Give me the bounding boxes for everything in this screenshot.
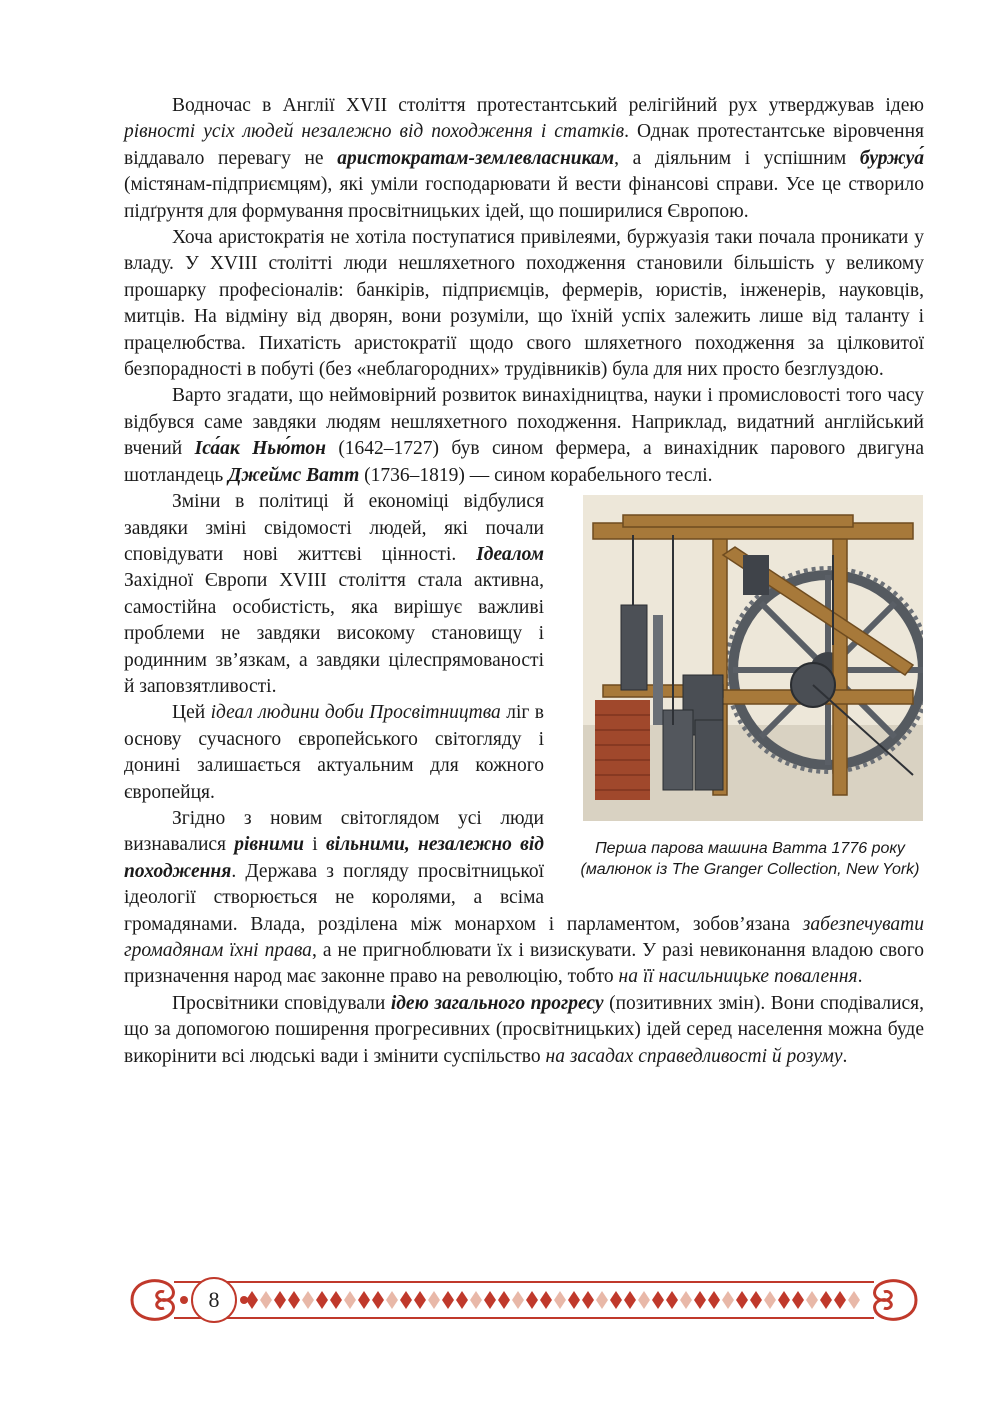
ornament-motif-icon [568,1291,580,1309]
ornament-motif-icon [330,1291,342,1309]
ornament-motif-icon [260,1291,272,1309]
ornament-motif-icon [540,1291,552,1309]
ornament-motif-icon [694,1291,706,1309]
paragraph-2: Хоча аристократія не хотіла поступатися привілеями, буржуазія таки почала проникати у владу. У XVIII столітті люди нешляхетного походження становили більшість у великому прошарку професіоналів: банкірів, підприємців, фермерів, юристів, інженерів, науковців, митців. На відміну від дворян, вони розуміли, що їхній успіх залежить лише від таланту і працелюбства. Пихатість аристократії щодо свого шляхетного походження за цілковитої безпорадності в побуті (без «неблагородних» трудівників) була для них просто безглуздою. [124,227,924,381]
paragraph-4: Зміни в політиці й економіці відбулися завдяки зміні свідомості людей, які почали сповідувати нові життєві цінності. Ідеалом Західної Європи XVIII століття стала активна, самостійна особистість, яка вирішує важливі проблеми не завдяки високому становищу і родинним зв’язкам, а завдяки цілеспрямованості й заповзятливості. [124,491,544,697]
paragraph-5: Цей ідеал людини доби Просвітництва ліг в основу сучасного європейського світогляду і донині залишається актуальним для кожного європейця. [124,702,544,803]
ornament-dot-icon [240,1296,248,1304]
paragraph-3: Варто згадати, що неймовірний розвиток винахідництва, науки і промисловості того часу відбувся саме завдяки людям нешляхетного походження. Наприклад, видатний англійський вчений Іса́ак Нью́тон (1642–1727) був сином фермера, а винахідник парового двигуна шотландець Джеймс Ватт (1736–1819) — сином корабельного теслі. [124,385,925,486]
ornament-motif-icon [344,1291,356,1309]
ornament-motif-icon [722,1291,734,1309]
ornament-motif-icon [680,1291,692,1309]
ornament-motif-icon [358,1291,370,1309]
ornament-motif-icon [778,1291,790,1309]
ornament-motif-icon [806,1291,818,1309]
page-text [124,93,924,1070]
ornament-motif-icon [834,1291,846,1309]
ornament-motif-icon [414,1291,426,1309]
ornament-motif-icon [386,1291,398,1309]
ornament-motif-icon [652,1291,664,1309]
ornament-motif-icon [470,1291,482,1309]
paragraph-7: Просвітники сповідували ідею загального прогресу (позитивних змін). Вони сподівалися, що за допомогою поширення прогресивних (просвітницьких) ідей серед населення можна буде викорінити всі людські вади і змінити суспільство на засадах справедливості й розуму. [124,992,924,1067]
ornament-motif-icon [596,1291,608,1309]
ornament-motif-icon [512,1291,524,1309]
footer-ornament [124,1268,924,1332]
ornament-motif-icon [750,1291,762,1309]
paragraph-1: Водночас в Англії XVII століття протестантський релігійний рух утверджував ідею рівності усіх людей незалежно від походження і статків. Однак протестантське віровчення віддавало перевагу не аристократам-землевласникам, а діяльним і успішним буржуа́ (містянам-підприємцям), які уміли господарювати й вести фінансові справи. Усе це створило підґрунтя для формування просвітницьких ідей, що поширилися Європою. [124,95,924,222]
ornament-motif-icon [400,1291,412,1309]
ornament-motif-icon [428,1291,440,1309]
ornament-dot-icon [180,1296,188,1304]
ornament-motif-icon [736,1291,748,1309]
figure-caption: Перша парова машина Ватта 1776 року (малюнок із The Granger Collection, New York) [580,840,920,879]
ornament-motif-icon [288,1291,300,1309]
ornament-motif-icon [848,1291,860,1309]
ornament-motif-icon [456,1291,468,1309]
ornament-border-icon [124,1268,924,1332]
ornament-motif-icon [820,1291,832,1309]
ornament-motif-icon [638,1291,650,1309]
ornament-motif-icon [554,1291,566,1309]
figure [564,495,924,880]
ornament-motif-icon [610,1291,622,1309]
ornament-motif-icon [372,1291,384,1309]
ornament-motif-icon [764,1291,776,1309]
ornament-motif-icon [316,1291,328,1309]
ornament-motif-icon [526,1291,538,1309]
ornament-motif-icon [792,1291,804,1309]
ornament-motif-icon [498,1291,510,1309]
ornament-motif-icon [302,1291,314,1309]
steam-engine-illustration [583,495,923,821]
ornament-motif-icon [666,1291,678,1309]
ornament-motif-icon [484,1291,496,1309]
steam-engine-drawing [583,495,923,821]
paragraph-6: Згідно з новим світоглядом усі люди визнавалися рівними і вільними, незалежно від походження. Держава з погляду просвітницької ідеології створюється не королями, а всіма громадянами. Влада, розділена між монархом і парламентом, зобов’язана забезпечувати громадянам їхні права, а не пригноблювати їх і визискувати. У разі невиконання владою свого призначення народ має законне право на революцію, тобто на її насильницьке повалення. [124,807,925,988]
ornament-motif-icon [274,1291,286,1309]
page-number: 8 [208,1287,220,1312]
ornament-motif-icon [582,1291,594,1309]
ornament-motif-icon [708,1291,720,1309]
ornament-motif-icon [442,1291,454,1309]
ornament-motif-icon [624,1291,636,1309]
